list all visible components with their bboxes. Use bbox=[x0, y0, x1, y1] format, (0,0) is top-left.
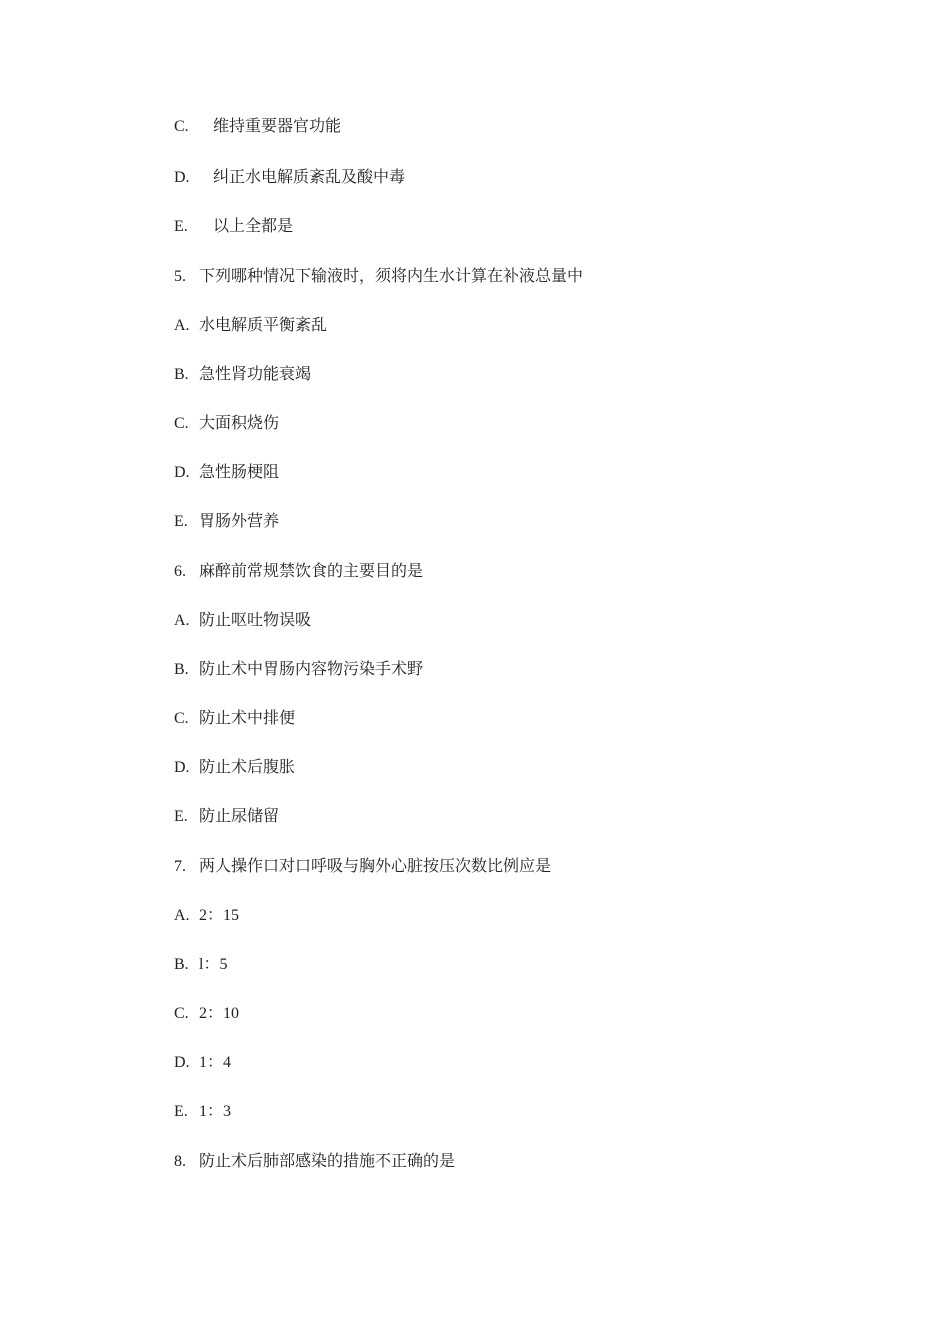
option-text: 急性肾功能衰竭 bbox=[199, 366, 312, 383]
option-marker: A. bbox=[174, 612, 190, 629]
option-line bbox=[174, 658, 423, 682]
option-line bbox=[174, 805, 279, 829]
option-text: 防止术后腹胀 bbox=[199, 759, 296, 776]
option-line bbox=[174, 1100, 231, 1124]
option-text: 水电解质平衡紊乱 bbox=[199, 317, 328, 334]
option-line bbox=[174, 412, 279, 436]
question-text: 防止术后肺部感染的措施不正确的是 bbox=[199, 1153, 456, 1170]
question-text: 麻醉前常规禁饮食的主要目的是 bbox=[199, 563, 424, 580]
option-marker: A. bbox=[174, 317, 190, 334]
option-text: 防止呕吐物误吸 bbox=[199, 612, 312, 629]
option-line bbox=[174, 609, 311, 633]
option-marker: C. bbox=[174, 710, 189, 727]
question-number: 6. bbox=[174, 563, 186, 580]
option-text: 大面积烧伤 bbox=[199, 415, 280, 432]
option-line bbox=[174, 510, 279, 534]
option-text: 纠正水电解质紊乱及酸中毒 bbox=[213, 169, 406, 186]
option-marker: E. bbox=[174, 808, 188, 825]
option-text: l：5 bbox=[199, 956, 228, 973]
option-text: 胃肠外营养 bbox=[199, 513, 280, 530]
option-marker: C. bbox=[174, 1005, 189, 1022]
option-line bbox=[174, 953, 227, 977]
question-line bbox=[174, 1150, 455, 1174]
question-line bbox=[174, 855, 551, 879]
option-marker: B. bbox=[174, 366, 189, 383]
option-marker: A. bbox=[174, 907, 190, 924]
question-line bbox=[174, 560, 423, 584]
option-marker: E. bbox=[174, 218, 188, 235]
option-marker: D. bbox=[174, 1054, 190, 1071]
option-marker: D. bbox=[174, 169, 190, 186]
option-text: 2：15 bbox=[199, 907, 240, 924]
question-text: 两人操作口对口呼吸与胸外心脏按压次数比例应是 bbox=[199, 858, 552, 875]
question-text: 下列哪种情况下输液时，须将内生水计算在补液总量中 bbox=[199, 268, 584, 285]
option-marker: D. bbox=[174, 759, 190, 776]
option-line bbox=[174, 756, 295, 780]
option-marker: B. bbox=[174, 956, 189, 973]
option-text: 急性肠梗阻 bbox=[199, 464, 280, 481]
option-line bbox=[174, 115, 341, 139]
option-text: 2：10 bbox=[199, 1005, 240, 1022]
option-text: 维持重要器官功能 bbox=[213, 118, 342, 135]
option-text: 防止尿储留 bbox=[199, 808, 280, 825]
option-line bbox=[174, 363, 311, 387]
option-line bbox=[174, 215, 293, 239]
option-text: 以上全都是 bbox=[213, 218, 294, 235]
question-number: 7. bbox=[174, 858, 186, 875]
option-line bbox=[174, 461, 279, 485]
option-text: 1：4 bbox=[199, 1054, 232, 1071]
question-line bbox=[174, 265, 583, 289]
option-line bbox=[174, 707, 295, 731]
option-line bbox=[174, 314, 327, 338]
option-line bbox=[174, 166, 405, 190]
question-number: 8. bbox=[174, 1153, 186, 1170]
option-marker: C. bbox=[174, 415, 189, 432]
option-line bbox=[174, 904, 239, 928]
option-line bbox=[174, 1051, 231, 1075]
question-number: 5. bbox=[174, 268, 186, 285]
option-marker: E. bbox=[174, 1103, 188, 1120]
option-text: 防止术中胃肠内容物污染手术野 bbox=[199, 661, 424, 678]
option-marker: D. bbox=[174, 464, 190, 481]
option-marker: C. bbox=[174, 118, 189, 135]
option-text: 1：3 bbox=[199, 1103, 232, 1120]
option-marker: B. bbox=[174, 661, 189, 678]
option-line bbox=[174, 1002, 239, 1026]
option-text: 防止术中排便 bbox=[199, 710, 296, 727]
option-marker: E. bbox=[174, 513, 188, 530]
